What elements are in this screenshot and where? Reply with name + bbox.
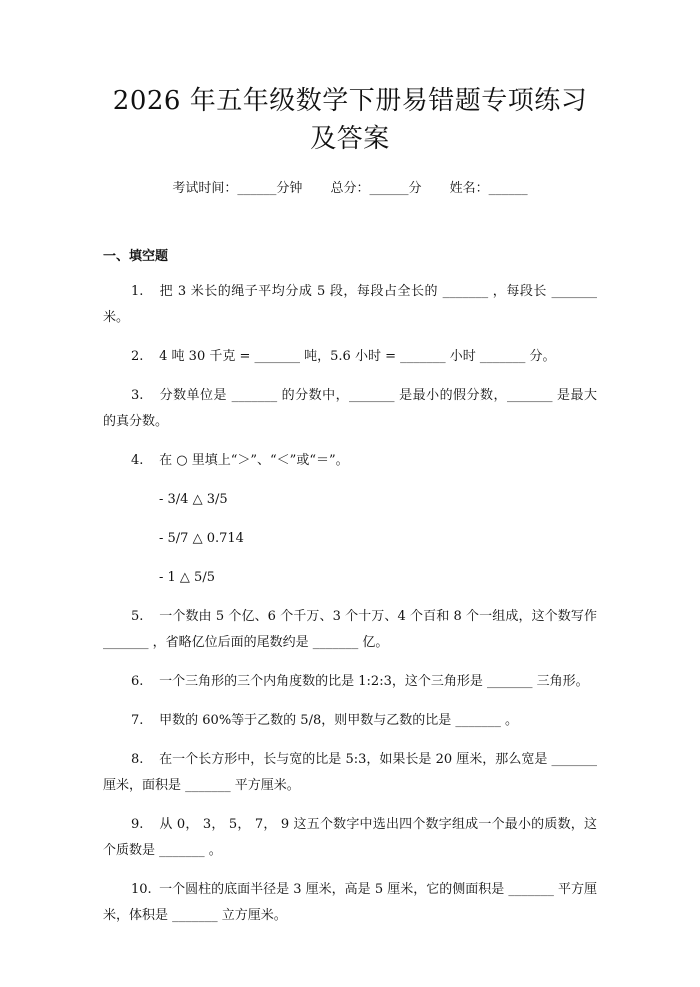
question-8 (103, 747, 597, 799)
question-1 (103, 279, 597, 331)
question-text: 从 0， 3， 5， 7， 9 这五个数字中选出四个数字组成一个最小的质数，这个质数是 _______ 。 (103, 817, 597, 858)
comparison-item: - 3/4 △ 3/5 (159, 492, 228, 507)
question-4 (103, 448, 597, 474)
question-10 (103, 877, 597, 929)
question-number: 10. (131, 882, 152, 897)
question-7 (103, 708, 597, 734)
exam-meta (103, 180, 597, 198)
document-title: 2026 年五年级数学下册易错题专项练习及答案 (112, 86, 588, 154)
question-text: 一个三角形的三个内角度数的比是 1:2:3，这个三角形是 _______ 三角形。 (159, 674, 589, 689)
question-text: 4 吨 30 千克 = _______ 吨，5.6 小时 = _______ 小时 _______ 分。 (159, 349, 556, 364)
section-title: 一、填空题 (103, 249, 169, 264)
document-page (0, 82, 700, 987)
question-number: 8. (131, 752, 144, 767)
question-number: 4. (131, 453, 144, 468)
comparison-item: - 5/7 △ 0.714 (159, 531, 244, 546)
question-number: 7. (131, 713, 144, 728)
question-text: 把 3 米长的绳子平均分成 5 段，每段占全长的 _______ ，每段长 _______ 米。 (103, 284, 598, 325)
student-name: 姓名：______ (449, 181, 528, 196)
total-score: 总分：______分 (330, 181, 422, 196)
question-text: 一个数由 5 个亿、6 个千万、3 个十万、4 个百和 8 个一组成，这个数写作 _______ ，省略亿位后面的尾数约是 _______ 亿。 (103, 609, 597, 650)
exam-time: 考试时间：______分钟 (172, 181, 303, 196)
question-5 (103, 604, 597, 656)
question-text: 在 ○ 里填上“＞”、“＜”或“＝”。 (159, 453, 349, 468)
question-number: 5. (131, 609, 144, 624)
question-number: 6. (131, 674, 144, 689)
comparison-item: - 1 △ 5/5 (159, 570, 215, 585)
question-6 (103, 669, 597, 695)
question-number: 2. (131, 349, 144, 364)
question-text: 一个圆柱的底面半径是 3 厘米，高是 5 厘米，它的侧面积是 _______ 平方厘米，体积是 _______ 立方厘米。 (103, 882, 597, 923)
question-9 (103, 812, 597, 864)
question-number: 1. (131, 284, 144, 299)
question-text: 分数单位是 _______ 的分数中，_______ 是最小的假分数，_______ 是最大的真分数。 (103, 388, 597, 429)
question-text: 甲数的 60%等于乙数的 5/8，则甲数与乙数的比是 _______ 。 (159, 713, 518, 728)
question-2 (103, 344, 597, 370)
question-number: 9. (131, 817, 144, 832)
question-3 (103, 383, 597, 435)
question-text: 在一个长方形中，长与宽的比是 5:3，如果长是 20 厘米，那么宽是 _______ 厘米，面积是 _______ 平方厘米。 (103, 752, 597, 793)
question-number: 3. (131, 388, 144, 403)
